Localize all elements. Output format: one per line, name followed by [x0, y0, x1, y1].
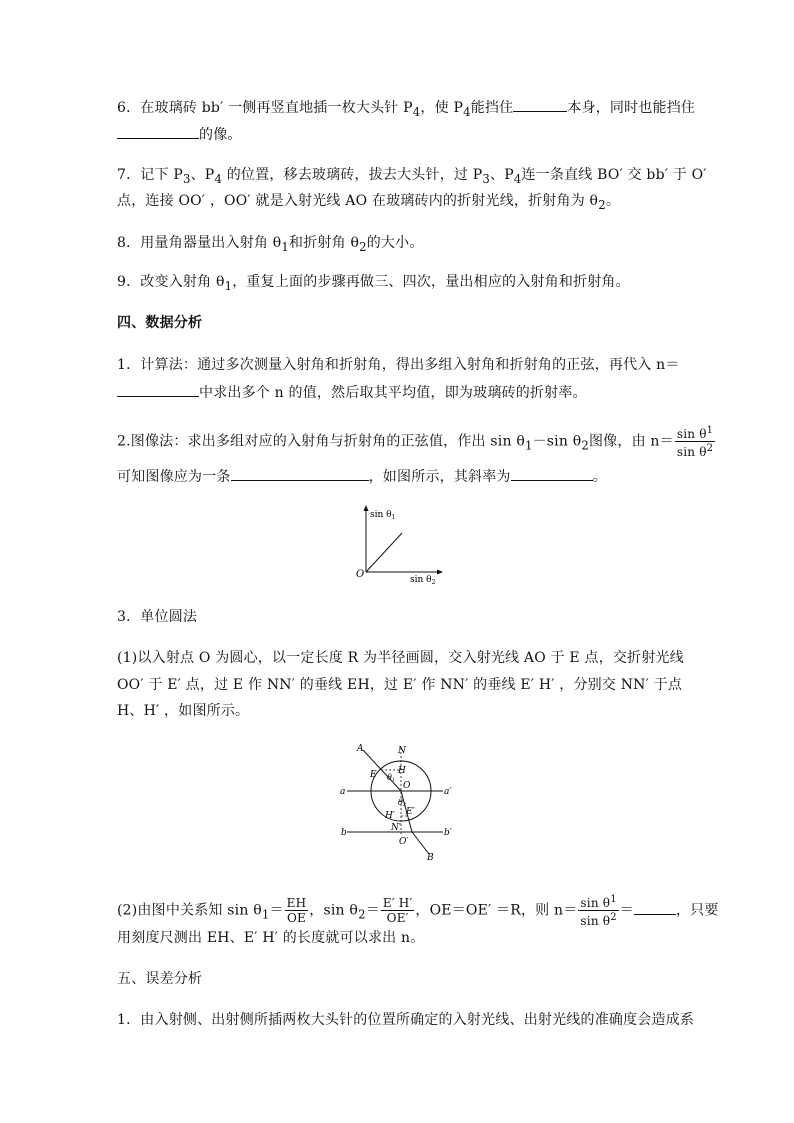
step-7-sub-b: 4	[214, 171, 223, 186]
x-axis-arrow-icon	[437, 570, 443, 575]
calc-text-b: 中求出多个 n 的值，然后取其平均值，即为玻璃砖的折射率。	[199, 385, 587, 401]
uc2-text-f: ＝	[619, 902, 634, 919]
graph-method-line-2	[117, 466, 607, 486]
step-9-sub-a: 1	[224, 278, 233, 293]
unit-circle-p2-line-2	[117, 929, 424, 947]
step-6-text-e: 的像。	[199, 127, 242, 143]
step-7-line-1	[117, 166, 707, 188]
uc2-text-e: ，OE＝OE′ ＝R，则 n＝	[415, 902, 578, 919]
emergent-ray	[412, 832, 429, 854]
uc2-text-b: ＝	[269, 902, 284, 919]
section-4-heading: 四、数据分析	[117, 315, 203, 331]
unit-circle-heading: 3．单位圆法	[117, 609, 198, 625]
step-7-text-a: 7．记下 P	[117, 167, 183, 183]
fraction-sin-ratio	[578, 893, 618, 928]
y-axis-label: $\sin \theta_1$	[370, 510, 396, 521]
label-a: a	[340, 787, 346, 797]
step-7-text-d: 、P	[490, 167, 514, 183]
uc2-text-h: 用刻度尺测出 EH、E′ H′ 的长度就可以求出 n。	[117, 930, 425, 946]
step-8-text-b: 和折射角 θ	[289, 235, 360, 251]
step-8-text-a: 8．用量角器量出入射角 θ	[117, 235, 282, 251]
step-6-text-d: 本身，同时也能挡住	[567, 100, 696, 116]
fraction-oe: OE	[286, 911, 306, 925]
step-6-text-b: ，使 P	[420, 100, 464, 116]
unit-circle-figure	[335, 740, 465, 864]
label-n-prime: N′	[391, 823, 401, 833]
step-6-text-a: 6．在玻璃砖 bb′ 一侧再竖直地插一枚大头针 P	[117, 100, 413, 116]
step-6-sub-b: 4	[463, 104, 471, 119]
fraction-sin-num-sup: 1	[610, 894, 617, 905]
step-7-sub-d: 4	[513, 171, 522, 186]
origin-label: O	[356, 569, 365, 580]
uc1-text-c: H、H′ ，如图所示。	[117, 703, 250, 719]
fraction-eh: EH	[286, 896, 307, 910]
incident-ray	[363, 750, 401, 791]
step-8-sub-a: 1	[281, 239, 290, 254]
label-a-point: A	[357, 744, 364, 754]
fraction-sin-den: sin θ	[580, 914, 611, 928]
fraction-oe-prime: OE′	[386, 911, 409, 925]
label-b: b	[341, 828, 347, 838]
answer-blank[interactable]	[231, 466, 369, 481]
step-7-text-c: 的位置，移去玻璃砖，拔去大头针，过 P	[222, 167, 483, 183]
step-9-line	[117, 273, 630, 295]
graph-text-e: ，如图所示，其斜率为	[368, 469, 511, 485]
fraction-numerator-sup: 1	[706, 425, 714, 436]
unit-circle-p2-line-1	[117, 893, 719, 928]
step-7-text-f: 点，连接 OO′ ，OO′ 就是入射光线 AO 在玻璃砖内的折射光线，折射角为 θ	[117, 193, 599, 209]
label-h-prime: H′	[385, 811, 395, 821]
graph-text-d: 可知图像应为一条	[117, 469, 231, 485]
label-theta2: θ2	[398, 798, 407, 808]
uc2-text-c: ，sin θ	[309, 902, 359, 919]
label-o: O	[403, 781, 411, 791]
fraction-sin-num: sin θ	[580, 896, 611, 910]
proportional-line	[366, 533, 402, 572]
step-9-text-a: 9．改变入射角 θ	[117, 274, 225, 290]
graph-text-c: 图像，由 n＝	[588, 433, 674, 450]
step-8-text-c: 的大小。	[366, 235, 424, 251]
uc2-sub-c: 2	[358, 907, 366, 922]
step-7-sub-f: 2	[598, 197, 606, 212]
calc-method-line-2	[117, 382, 587, 402]
fraction-denominator: sin θ	[676, 445, 707, 459]
uc2-text-d: ＝	[365, 902, 380, 919]
x-axis-label: $\sin \theta_2$	[410, 575, 436, 586]
label-h: H	[398, 766, 406, 776]
answer-blank[interactable]	[511, 466, 593, 481]
answer-blank[interactable]	[117, 382, 199, 397]
fraction-denominator-sup: 2	[706, 443, 714, 454]
uc1-text-b: OO′ 于 E′ 点，过 E 作 NN′ 的垂线 EH，过 E′ 作 NN′ 的垂线 E′ H′ ，分别交 NN′ 于点	[117, 677, 683, 693]
uc1-text-a: (1)以入射点 O 为圆心，以一定长度 R 为半径画圆，交入射光线 AO 于 E 点，交折射光线	[117, 650, 684, 666]
step-6-sub-a: 4	[412, 104, 421, 119]
unit-circle-p1-line-1	[117, 649, 684, 667]
error-item-1: 1．由入射侧、出射侧所插两枚大头针的位置所确定的入射光线、出射光线的准确度会造成系	[117, 1012, 695, 1028]
step-7-line-2	[117, 192, 620, 214]
label-b-point: B	[427, 853, 434, 863]
step-7-text-b: 、P	[190, 167, 215, 183]
y-axis-arrow-icon	[364, 505, 369, 511]
answer-blank[interactable]	[117, 124, 199, 139]
fraction-numerator: sin θ	[676, 427, 707, 441]
answer-blank[interactable]	[513, 97, 567, 112]
step-7-text-e: 连一条直线 BO′ 交 bb′ 于 O′	[521, 167, 707, 183]
answer-blank[interactable]	[634, 900, 676, 915]
step-7-sub-c: 3	[482, 171, 491, 186]
unit-circle-p1-line-2	[117, 676, 682, 694]
label-e-prime: E′	[406, 807, 415, 817]
label-o-prime: O′	[399, 837, 409, 847]
uc2-text-g: ，只要	[675, 902, 719, 919]
graph-sub-b: 2	[581, 438, 589, 453]
refraction-fraction	[675, 424, 715, 459]
uc2-sub-a: 1	[261, 907, 270, 922]
graph-method-line-1	[117, 424, 716, 459]
graph-sub-a: 1	[524, 438, 533, 453]
step-7-text-g: 。	[605, 193, 621, 209]
step-6-line-1	[117, 97, 695, 121]
graph-text-a: 2.图像法：求出多组对应的入射角与折射角的正弦值，作出 sin θ	[117, 433, 525, 450]
fraction-eh-oe	[285, 896, 309, 925]
calc-method-line-1	[117, 356, 680, 374]
unit-circle-p1-line-3	[117, 702, 249, 720]
fraction-eh-prime	[381, 896, 415, 925]
label-a-prime: a′	[444, 787, 452, 797]
uc2-text-a: (2)由图中关系知 sin θ	[117, 902, 262, 919]
step-8-sub-b: 2	[359, 239, 367, 254]
step-6-line-2	[117, 124, 242, 144]
label-n: N	[398, 746, 406, 756]
sine-graph-figure	[350, 502, 450, 586]
label-e: E	[370, 770, 377, 780]
graph-text-f: 。	[592, 469, 607, 485]
section-5-heading: 五、误差分析	[117, 971, 203, 987]
fraction-e-prime-h-prime: E′ H′	[382, 896, 413, 910]
step-8-line	[117, 234, 424, 256]
graph-text-b: －sin θ	[532, 433, 582, 450]
label-b-prime: b′	[444, 828, 452, 838]
calc-text-a: 1．计算法：通过多次测量入射角和折射角，得出多组入射角和折射角的正弦，再代入 n＝	[117, 357, 680, 373]
fraction-sin-den-sup: 2	[610, 912, 617, 923]
step-9-text-b: ，重复上面的步骤再做三、四次，量出相应的入射角和折射角。	[232, 274, 630, 290]
step-6-text-c: 能挡住	[470, 100, 514, 116]
label-theta1: θ1	[387, 773, 396, 783]
step-7-sub-a: 3	[182, 171, 191, 186]
